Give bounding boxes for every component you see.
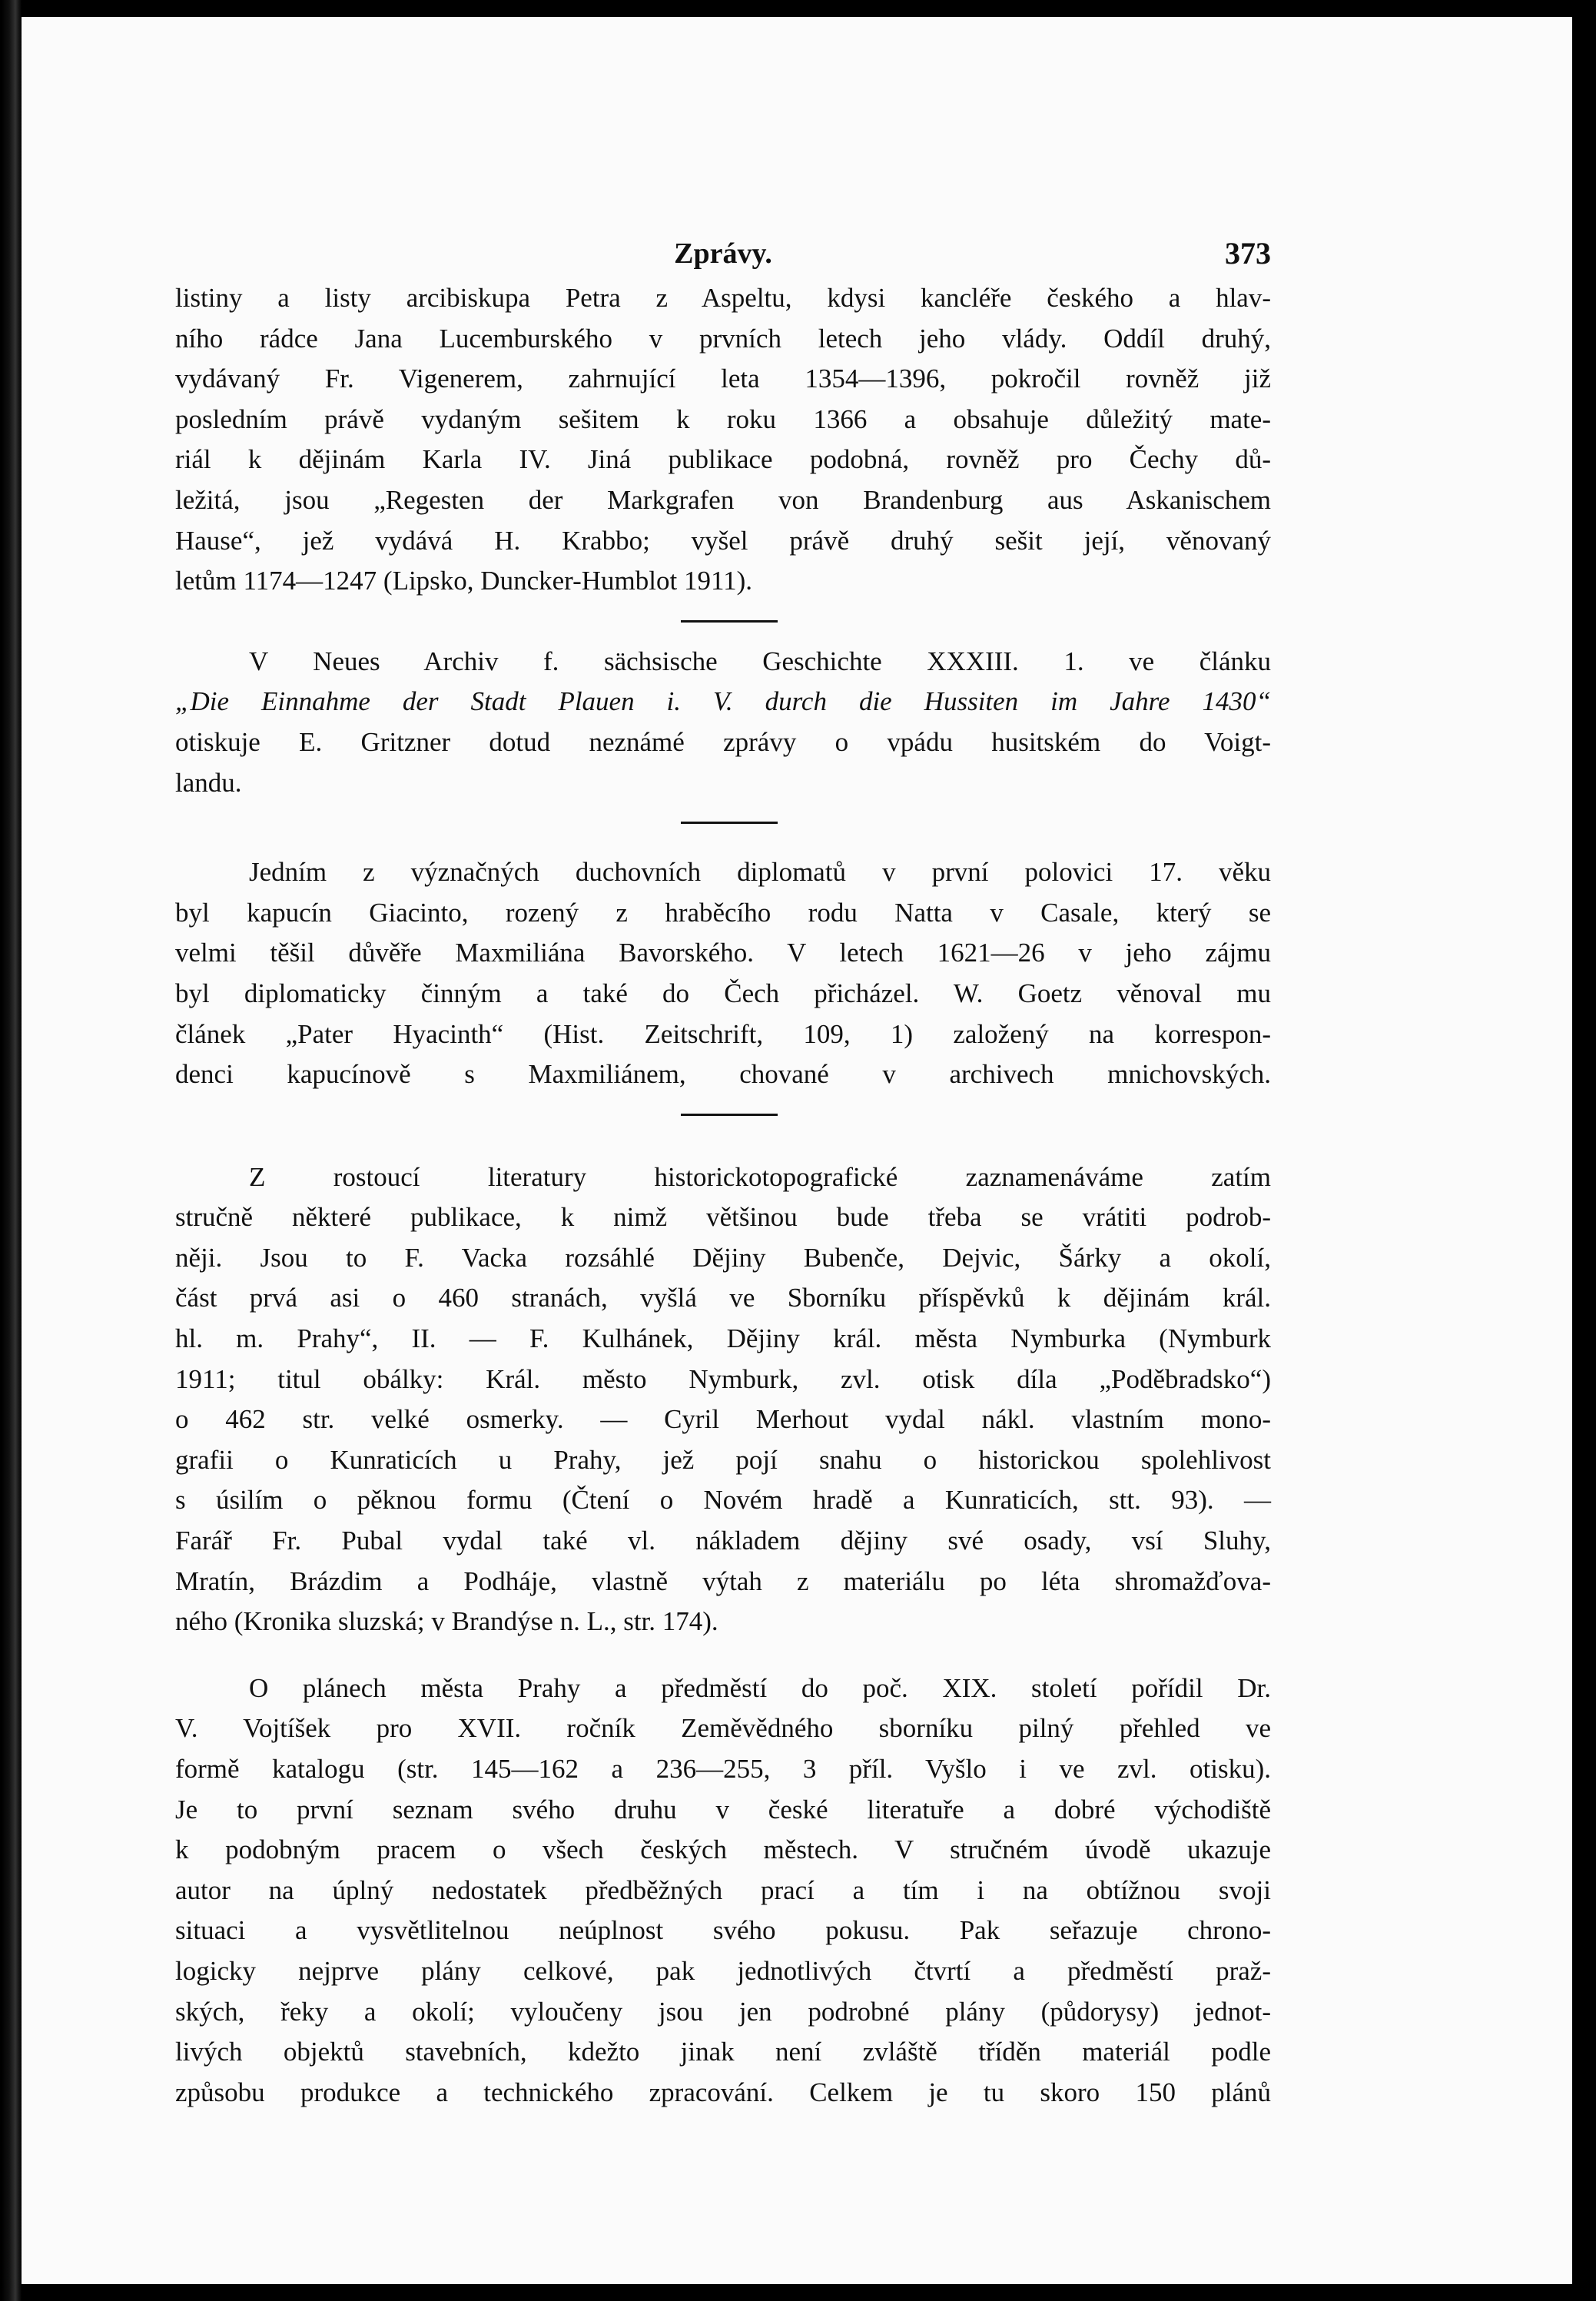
- paragraph-line: část prvá asi o 460 stranách, vyšlá ve Sborníku příspěvků k dějinám král.: [175, 1283, 1271, 1313]
- paragraph-line: Farář Fr. Pubal vydal také vl. nákladem dějiny své osady, vsí Sluhy,: [175, 1526, 1271, 1556]
- paragraph-line: grafii o Kunraticích u Prahy, jež pojí snahu o historickou spolehlivost: [175, 1444, 1271, 1475]
- paragraph-line: s úsilím o pěknou formu (Čtení o Novém hradě a Kunraticích, stt. 93). —: [175, 1485, 1271, 1516]
- paragraph-line: byl kapucín Giacinto, rozený z hraběcího rodu Natta v Casale, který se: [175, 897, 1271, 928]
- paragraph-line: V Neues Archiv f. sächsische Geschichte XXXIII. 1. ve článku: [249, 646, 1271, 676]
- paragraph-line: listiny a listy arcibiskupa Petra z Aspeltu, kdysi kancléře českého a hlav-: [175, 283, 1271, 313]
- paragraph-line: článek „Pater Hyacinth“ (Hist. Zeitschrift, 109, 1) založený na korrespon-: [175, 1018, 1271, 1049]
- paragraph-1: [175, 278, 1271, 602]
- paragraph-spacing: [175, 1135, 1271, 1157]
- paragraph-line: byl diplomaticky činným a také do Čech přicházel. W. Goetz věnoval mu: [175, 978, 1271, 1008]
- paragraph-line: letům 1174—1247 (Lipsko, Duncker-Humblot 1911).: [175, 566, 753, 596]
- paragraph-line: Hause“, jež vydává H. Krabbo; vyšel právě druhý sešit její, věnovaný: [175, 525, 1271, 556]
- paragraph-line: něji. Jsou to F. Vacka rozsáhlé Dějiny Bubenče, Dejvic, Šárky a okolí,: [175, 1242, 1271, 1273]
- paragraph-spacing: [175, 1642, 1271, 1668]
- paragraph-spacing: [175, 843, 1271, 852]
- paragraph-line: Mratín, Brázdim a Podháje, vlastně výtah z materiálu po léta shromažďova-: [175, 1566, 1271, 1596]
- paragraph-line: otiskuje E. Gritzner dotud neznámé zprávy o vpádu husitském do Voigt-: [175, 726, 1271, 757]
- paragraph-line: ního rádce Jana Lucemburského v prvních letech jeho vlády. Oddíl druhý,: [175, 323, 1271, 354]
- paragraph-line: hl. m. Prahy“, II. — F. Kulhánek, Dějiny král. města Nymburka (Nymburk: [175, 1323, 1271, 1354]
- paragraph-line: situaci a vysvětlitelnou neúplnost svého pokusu. Pak seřazuje chrono-: [175, 1915, 1271, 1946]
- section-divider: [175, 803, 1271, 843]
- page-title: Zprávy.: [674, 237, 772, 270]
- paragraph-line: o 462 str. velké osmerky. — Cyril Merhout vydal nákl. vlastním mono-: [175, 1404, 1271, 1435]
- paragraph-line: livých objektů stavebních, kdežto jinak není zvláště tříděn materiál podle: [175, 2037, 1271, 2067]
- section-divider: [175, 1095, 1271, 1135]
- paragraph-line: landu.: [175, 767, 242, 798]
- paragraph-line: ských, řeky a okolí; vyloučeny jsou jen podrobné plány (půdorysy) jednot-: [175, 1996, 1271, 2027]
- paragraph-line: V. Vojtíšek pro XVII. ročník Zeměvědného sborníku pilný přehled ve: [175, 1713, 1271, 1744]
- running-head: [175, 231, 1271, 277]
- section-divider: [175, 602, 1271, 642]
- paragraph-line: Z rostoucí literatury historickotopografické zaznamenáváme zatím: [249, 1161, 1271, 1192]
- page-content: [175, 231, 1271, 2113]
- paragraph-line: velmi těšil důvěře Maxmiliána Bavorského. V letech 1621—26 v jeho zájmu: [175, 938, 1271, 968]
- paragraph-3: [175, 852, 1271, 1095]
- paragraph-line: formě katalogu (str. 145—162 a 236—255, 3 příl. Vyšlo i ve zvl. otisku).: [175, 1754, 1271, 1784]
- paragraph-line: ného (Kronika sluzská; v Brandýse n. L., str. 174).: [175, 1606, 718, 1637]
- paragraph-line: riál k dějinám Karla IV. Jiná publikace podobná, rovněž pro Čechy dů-: [175, 444, 1271, 475]
- paragraph-5: [175, 1668, 1271, 2113]
- paragraph-line: logicky nejprve plány celkové, pak jednotlivých čtvrtí a předměstí praž-: [175, 1955, 1271, 1986]
- paragraph-line: posledním právě vydaným sešitem k roku 1366 a obsahuje důležitý mate-: [175, 403, 1271, 434]
- paragraph-line: „Die Einnahme der Stadt Plauen i. V. durch die Hussiten im Jahre 1430“: [175, 686, 1271, 717]
- paragraph-line: způsobu produkce a technického zpracování. Celkem je tu skoro 150 plánů: [175, 2077, 1271, 2107]
- paragraph-line: O plánech města Prahy a předměstí do poč. XIX. století pořídil Dr.: [249, 1672, 1271, 1703]
- paragraph-line: ležitá, jsou „Regesten der Markgrafen von Brandenburg aus Askanischem: [175, 484, 1271, 515]
- paragraph-line: vydávaný Fr. Vigenerem, zahrnující leta 1354—1396, pokročil rovněž již: [175, 364, 1271, 394]
- paragraph-line: stručně některé publikace, k nimž většinou bude třeba se vrátiti podrob-: [175, 1202, 1271, 1233]
- paragraph-4: [175, 1157, 1271, 1642]
- scan-binding-edge: [2, 0, 22, 2301]
- paragraph-line: denci kapucínově s Maxmiliánem, chované v archivech mnichovských.: [175, 1059, 1271, 1090]
- page-number: 373: [1225, 236, 1271, 271]
- paragraph-line: Je to první seznam svého druhu v české literatuře a dobré východiště: [175, 1794, 1271, 1825]
- paragraph-2: [175, 642, 1271, 803]
- paragraph-line: 1911; titul obálky: Král. město Nymburk, zvl. otisk díla „Poděbradsko“): [175, 1363, 1271, 1394]
- paragraph-line: Jedním z význačných duchovních diplomatů v první polovici 17. věku: [249, 857, 1271, 888]
- paragraph-line: autor na úplný nedostatek předběžných prací a tím i na obtížnou svoji: [175, 1874, 1271, 1905]
- paragraph-line: k podobným pracem o všech českých městech. V stručném úvodě ukazuje: [175, 1834, 1271, 1865]
